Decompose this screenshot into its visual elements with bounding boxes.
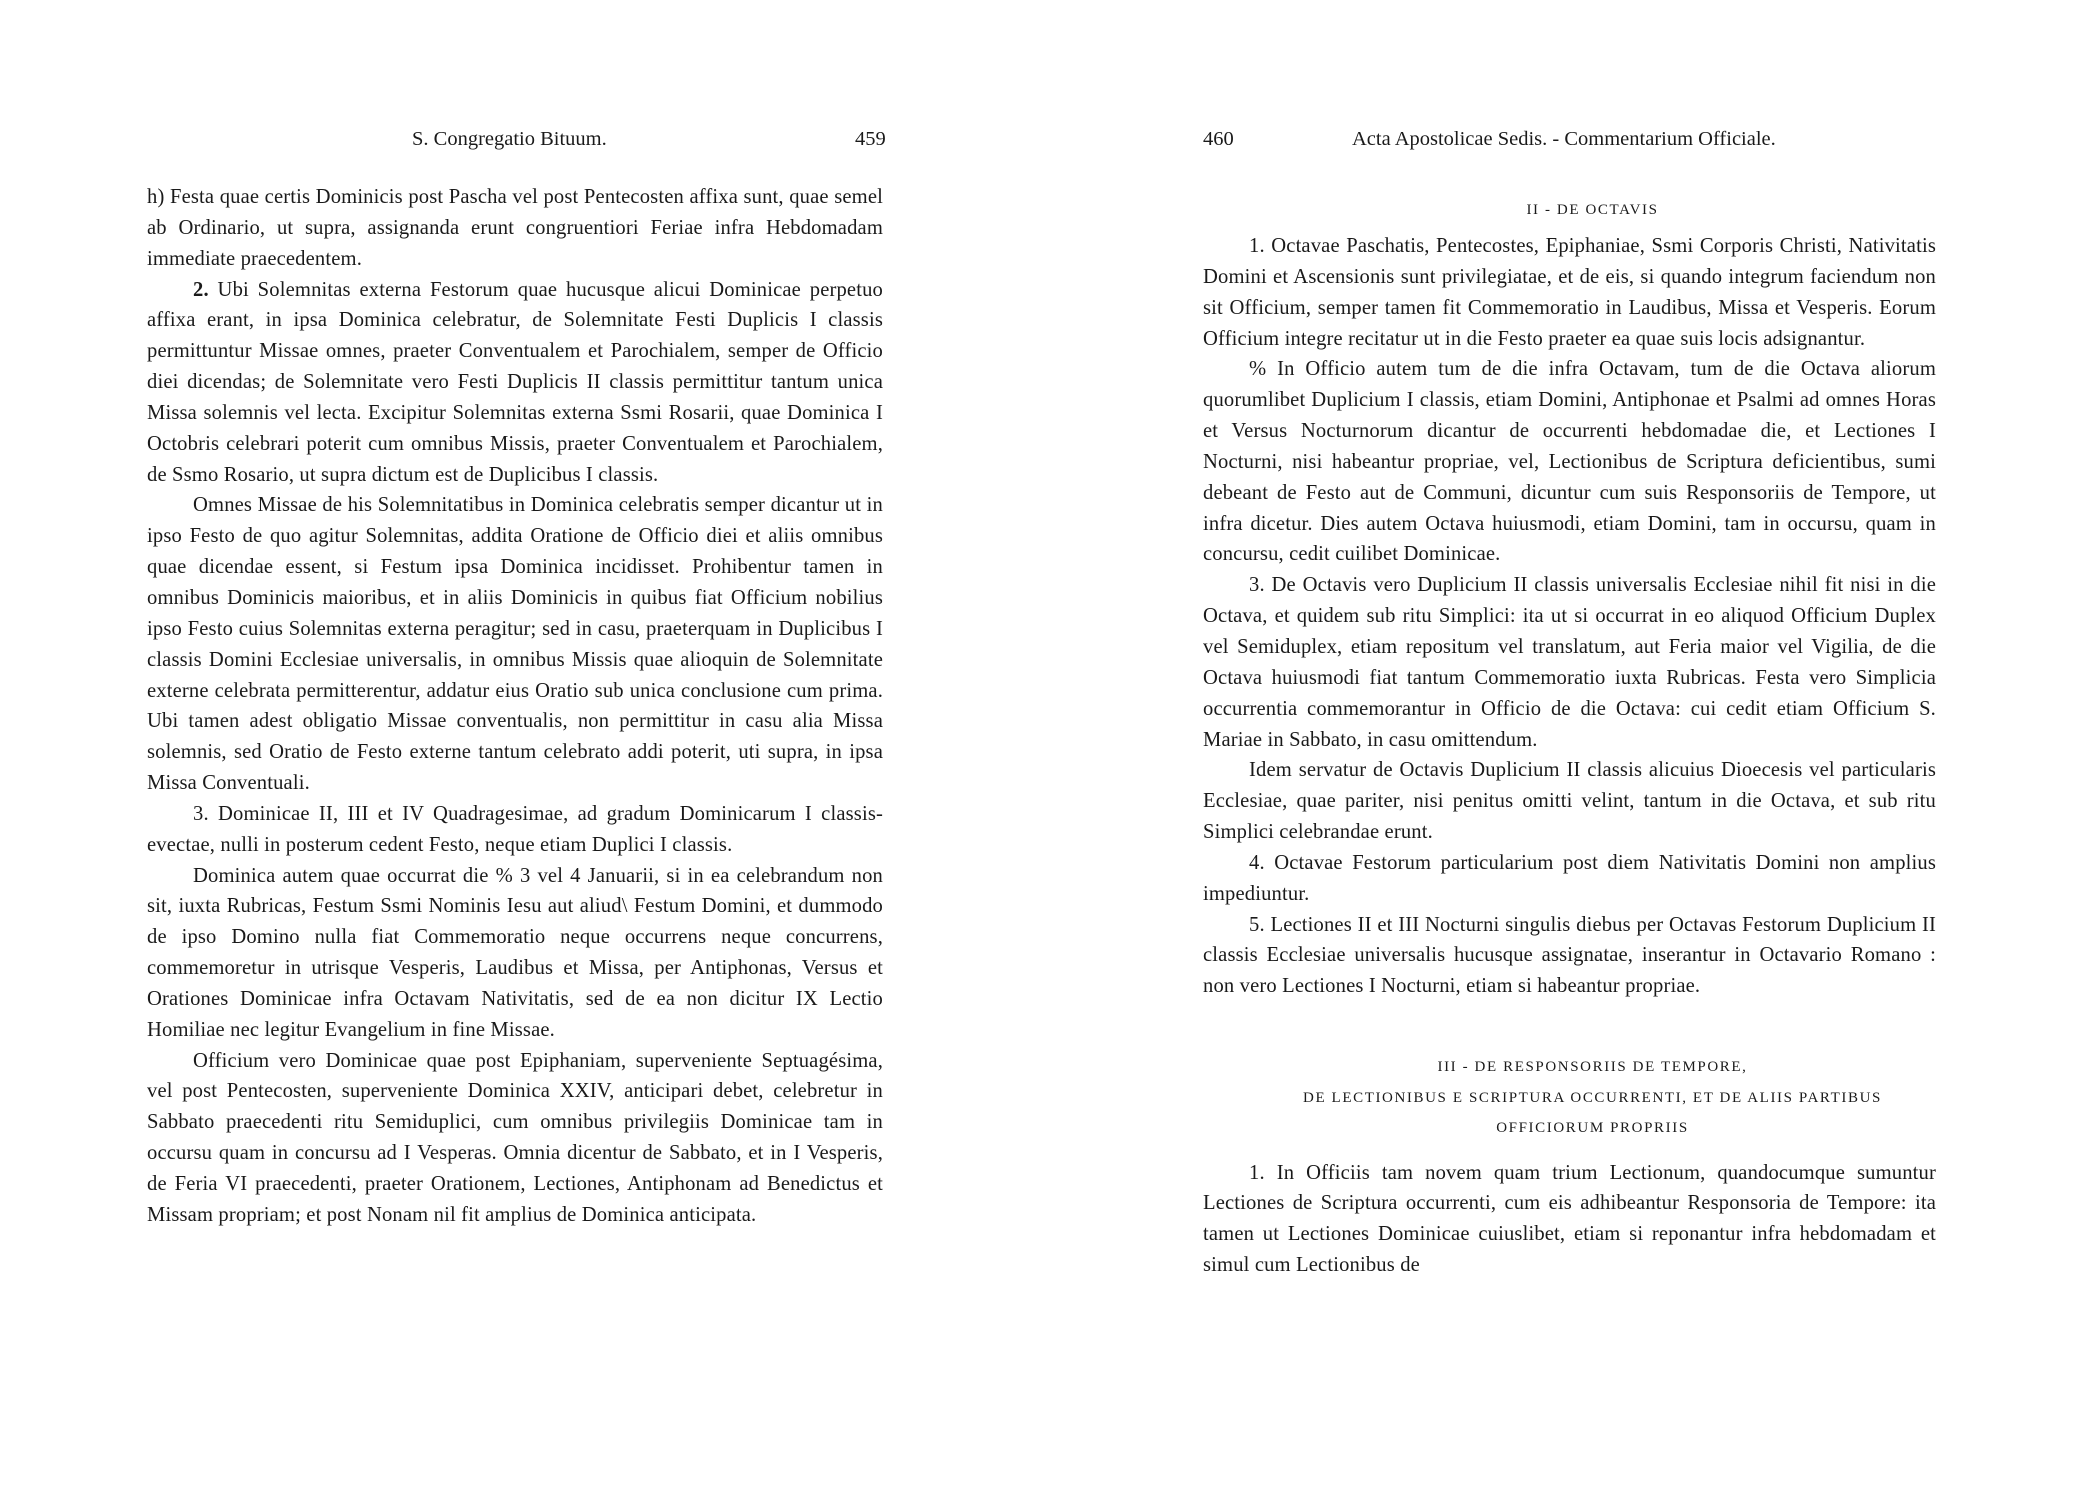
paragraph-idem: Idem servatur de Octavis Duplicium II classis alicuius Dioecesis vel particularis Ecclesiae, quae pariter, nisi penitus omitti velint, tantum in die Octava, et sub ritu Simplici celebrandae erunt. bbox=[1203, 759, 1936, 844]
right-body-text bbox=[1203, 195, 1936, 1281]
section-heading-responsoriis bbox=[1203, 1052, 1936, 1144]
running-head: S. Congregatio Bituum. bbox=[412, 128, 607, 150]
paragraph-4: 4. Octavae Festorum particularium post diem Nativitatis Domini non amplius impediuntur. bbox=[1203, 851, 1936, 905]
paragraph-iii-1: 1. In Officiis tam novem quam trium Lectionum, quandocumque sumuntur Lectiones de Scriptura occurrenti, cum eis adhibeantur Responsoria de Tempore: ita tamen ut Lectiones Dominicae cuiuslibet, etiam si reponantur infra hebdomadam et simul cum Lectionibus de bbox=[1203, 1161, 1936, 1277]
section-heading-octavis: II - DE OCTAVIS bbox=[1526, 202, 1659, 218]
left-running-header bbox=[0, 124, 1039, 154]
paragraph-officium: Officium vero Dominicae quae post Epiphaniam, superveniente Septuagésima, vel post Pentecosten, superveniente Dominica XXIV, anticipari debet, celebretur in Sabbato praecedenti ritu Semiduplici, cum omnibus privilegiis Dominicae tam in occursu quam in concursu ad I Vesperas. Omnia dicentur de Sabbato, et in I Vesperis, de Feria VI praecedenti, praeter Orationem, Lectiones, Antiphonam ad Benedictus et Missam propriam; et post Nonam nil fit amplius de Dominica anticipata. bbox=[147, 1049, 883, 1226]
paragraph-2: 2. Ubi Solemnitas externa Festorum quae hucusque alicui Dominicae perpetuo affixa erant, in ipsa Dominica celebratur, de Solemnitate Festi Duplicis I classis permittuntur Missae omnes, praeter Conventualem et Parochialem, semper de Officio diei dicendas; de Solemnitate vero Festi Duplicis II classis permittitur tantum unica Missa solemnis vel lecta. Excipitur Solemnitas externa Ssmi Rosarii, quae Dominica I Octobris celebrari poterit cum omnibus Missis, praeter Conventualem et Parochialem, de Ssmo Rosario, ut supra dictum est de Duplicibus I classis. bbox=[147, 278, 883, 486]
paragraph-h: h) Festa quae certis Dominicis post Pascha vel post Pentecosten affixa sunt, quae semel ab Ordinario, ut supra, assignanda erunt congruentiori Feriae infra Hebdomadam immediate praecedentem. bbox=[147, 186, 883, 270]
section-heading-line-1: III - DE RESPONSORIIS DE TEMPORE, bbox=[1437, 1059, 1748, 1076]
page-number: 459 bbox=[855, 128, 886, 150]
paragraph-5: 5. Lectiones II et III Nocturni singulis diebus per Octavas Festorum Duplicium II classis Ecclesiae universalis hucusque assignatae, inserantur in Octavario Romano : non vero Lectiones I Nocturni, etiam si habeantur propriae. bbox=[1203, 913, 1936, 998]
left-body-text bbox=[147, 182, 883, 1231]
paragraph-omnes: Omnes Missae de his Solemnitatibus in Dominica celebratis semper dicantur ut in ipso Festo de quo agitur Solemnitas, addita Oratione de Officio diei et aliis omnibus quae dicendae essent, si Festum ipsa Dominica incidisset. Prohibentur tamen in omnibus Dominicis maioribus, et in aliis Dominicis in quibus fiat Officium nobilius ipso Festo cuius Solemnitas externa peragitur; sed in casu, praeterquam in Duplicibus I classis Domini Ecclesiae universalis, in omnibus Missis quae alioquin de Solemnitate externe celebrata permitterentur, addatur eius Oratio sub unica conclusione cum prima. Ubi tamen adest obligatio Missae conventualis, non permittitur in casu alia Missa solemnis, sed Oratio de Festo externe tantum celebrato addi poterit, uti supra, in ipsa Missa Conventuali. bbox=[147, 494, 883, 795]
paragraph-3: 3. Dominicae II, III et IV Quadragesimae, ad gradum Dominicarum I classis-evectae, nulli in posterum cedent Festo, neque etiam Duplici I classis. bbox=[147, 802, 883, 856]
section-heading-line-3: OFFICIORUM PROPRIIS bbox=[1496, 1120, 1689, 1137]
paragraph-percent: % In Officio autem tum de die infra Octavam, tum de die Octava aliorum quorumlibet Duplicium I classis, etiam Domini, Antiphonae et Psalmi ad omnes Horas et Versus Nocturnorum dicantur de occurrenti hebdomadae die, et Lectiones I Nocturni, nisi habeantur propriae, vel, Lectionibus de Scriptura deficientibus, sumi debeant de Festo aut de Communi, dicuntur cum suis Responsoriis de Tempore, ut infra dicetur. Dies autem Octava huiusmodi, etiam Domini, tam in occursu, quam in concursu, cedit cuilibet Dominicae. bbox=[1203, 358, 1936, 566]
running-head: Acta Apostolicae Sedis. - Commentarium Officiale. bbox=[1352, 128, 1776, 150]
right-page bbox=[1039, 0, 2078, 1500]
paragraph-3: 3. De Octavis vero Duplicium II classis universalis Ecclesiae nihil fit nisi in die Octava, et quidem sub ritu Simplici: ita ut si occurrat in eo aliquod Officium Duplex vel Semiduplex, etiam repositum vel translatum, aut Feria maior vel Vigilia, de die Octava huiusmodi fiat tantum Commemoratio iuxta Rubricas. Festa vero Simplicia occurrentia commemorantur in Officio de die Octava: cui cedit etiam Officium S. Mariae in Sabbato, in casu omittendum. bbox=[1203, 574, 1936, 751]
paragraph-dominica: Dominica autem quae occurrat die % 3 vel 4 Januarii, si in ea celebrandum non sit, iuxta Rubricas, Festum Ssmi Nominis Iesu aut aliud\ Festum Domini, et dummodo de ipso Domino nulla fiat Commemoratio neque occurrens neque concurrens, commemoretur in utrisque Vesperis, Laudibus et Missa, per Antiphonas, Versus et Orationes Dominicae infra Octavam Nativitatis, sed de ea non dicitur IX Lectio Homiliae nec legitur Evangelium in fine Missae. bbox=[147, 864, 883, 1041]
section-heading-line-2: DE LECTIONIBUS E SCRIPTURA OCCURRENTI, ET DE ALIIS PARTIBUS bbox=[1303, 1089, 1882, 1106]
page-number: 460 bbox=[1203, 128, 1234, 150]
paragraph-1: 1. Octavae Paschatis, Pentecostes, Epiphaniae, Ssmi Corporis Christi, Nativitatis Domini et Ascensionis sunt privilegiatae, et de eis, si quando integrum faciendum non sit Officium, semper tamen fit Commemoratio in Laudibus, Missa et Vesperis. Eorum Officium integre recitatur ut in die Festo praeter ea quae suis locis adsignantur. bbox=[1203, 235, 1936, 350]
right-running-header bbox=[1039, 124, 2078, 154]
